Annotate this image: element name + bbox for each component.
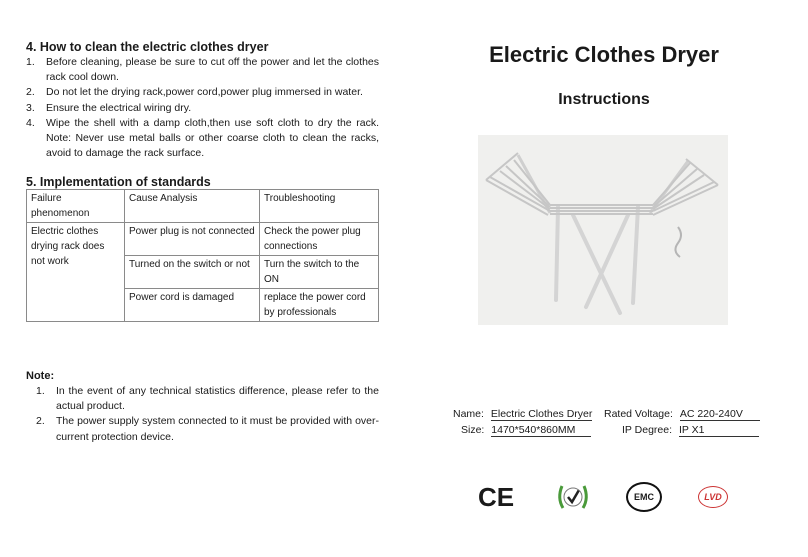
list-item: 2. Do not let the drying rack,power cord,power plug immersed in water. bbox=[26, 86, 363, 99]
failure-cell: Electric clothes drying rack does not work bbox=[27, 223, 125, 322]
ce-logo: CE bbox=[478, 482, 515, 512]
fix-cell: replace the power cord by professionals bbox=[260, 289, 379, 322]
list-item: 1. In the event of any technical statistics difference, please refer to the actual product. bbox=[36, 385, 379, 413]
section-4-heading: 4. How to clean the electric clothes dryer bbox=[26, 40, 269, 54]
note-heading: Note: bbox=[26, 370, 55, 382]
list-item: 4. Wipe the shell with a damp cloth,then use soft cloth to dry the rack. Note: Never use metal balls or other coarse cloth to clean the racks, avoid to damage the rack surface. bbox=[26, 116, 379, 160]
page-title: Electric Clothes Dryer bbox=[489, 42, 719, 67]
dryer-product-image bbox=[478, 135, 728, 325]
section-5-heading: 5. Implementation of standards bbox=[26, 175, 211, 189]
emc-logo: EMC bbox=[626, 482, 662, 512]
list-item: 2. The power supply system connected to it must be provided with over-current protection device. bbox=[36, 415, 379, 443]
cause-cell: Turned on the switch or not bbox=[125, 256, 260, 289]
cause-cell: Power cord is damaged bbox=[125, 289, 260, 322]
spec-voltage-value: AC 220-240V bbox=[680, 408, 760, 421]
spec-name-value: Electric Clothes Dryer bbox=[490, 408, 593, 420]
note-list bbox=[36, 384, 379, 445]
spec-size-value: 1470*540*860MM bbox=[491, 424, 591, 437]
page-subtitle: Instructions bbox=[558, 91, 650, 108]
quality-laurel-logo bbox=[554, 478, 592, 516]
troubleshooting-table bbox=[26, 189, 379, 322]
spec-size-row: Size: 1470*540*860MM bbox=[461, 424, 591, 437]
table-header-row bbox=[27, 190, 379, 223]
fix-cell: Turn the switch to the ON bbox=[260, 256, 379, 289]
header-cause: Cause Analysis bbox=[125, 190, 260, 223]
list-item: 3. Ensure the electrical wiring dry. bbox=[26, 101, 192, 114]
cleaning-list bbox=[26, 55, 379, 161]
cause-cell: Power plug is not connected bbox=[125, 223, 260, 256]
lvd-logo: LVD bbox=[698, 486, 728, 508]
spec-ip-row: IP Degree: IP X1 bbox=[622, 424, 759, 437]
spec-voltage-row: Rated Voltage: AC 220-240V bbox=[604, 408, 760, 421]
spec-name-row: Name: Electric Clothes Dryer bbox=[453, 408, 593, 420]
list-item: 1. Before cleaning, please be sure to cut off the power and let the clothes rack cool down. bbox=[26, 56, 379, 84]
spec-ip-value: IP X1 bbox=[679, 424, 759, 437]
table-row bbox=[27, 223, 379, 256]
fix-cell: Check the power plug connections bbox=[260, 223, 379, 256]
header-troubleshooting: Troubleshooting bbox=[260, 190, 379, 223]
header-failure: Failure phenomenon bbox=[27, 190, 125, 223]
